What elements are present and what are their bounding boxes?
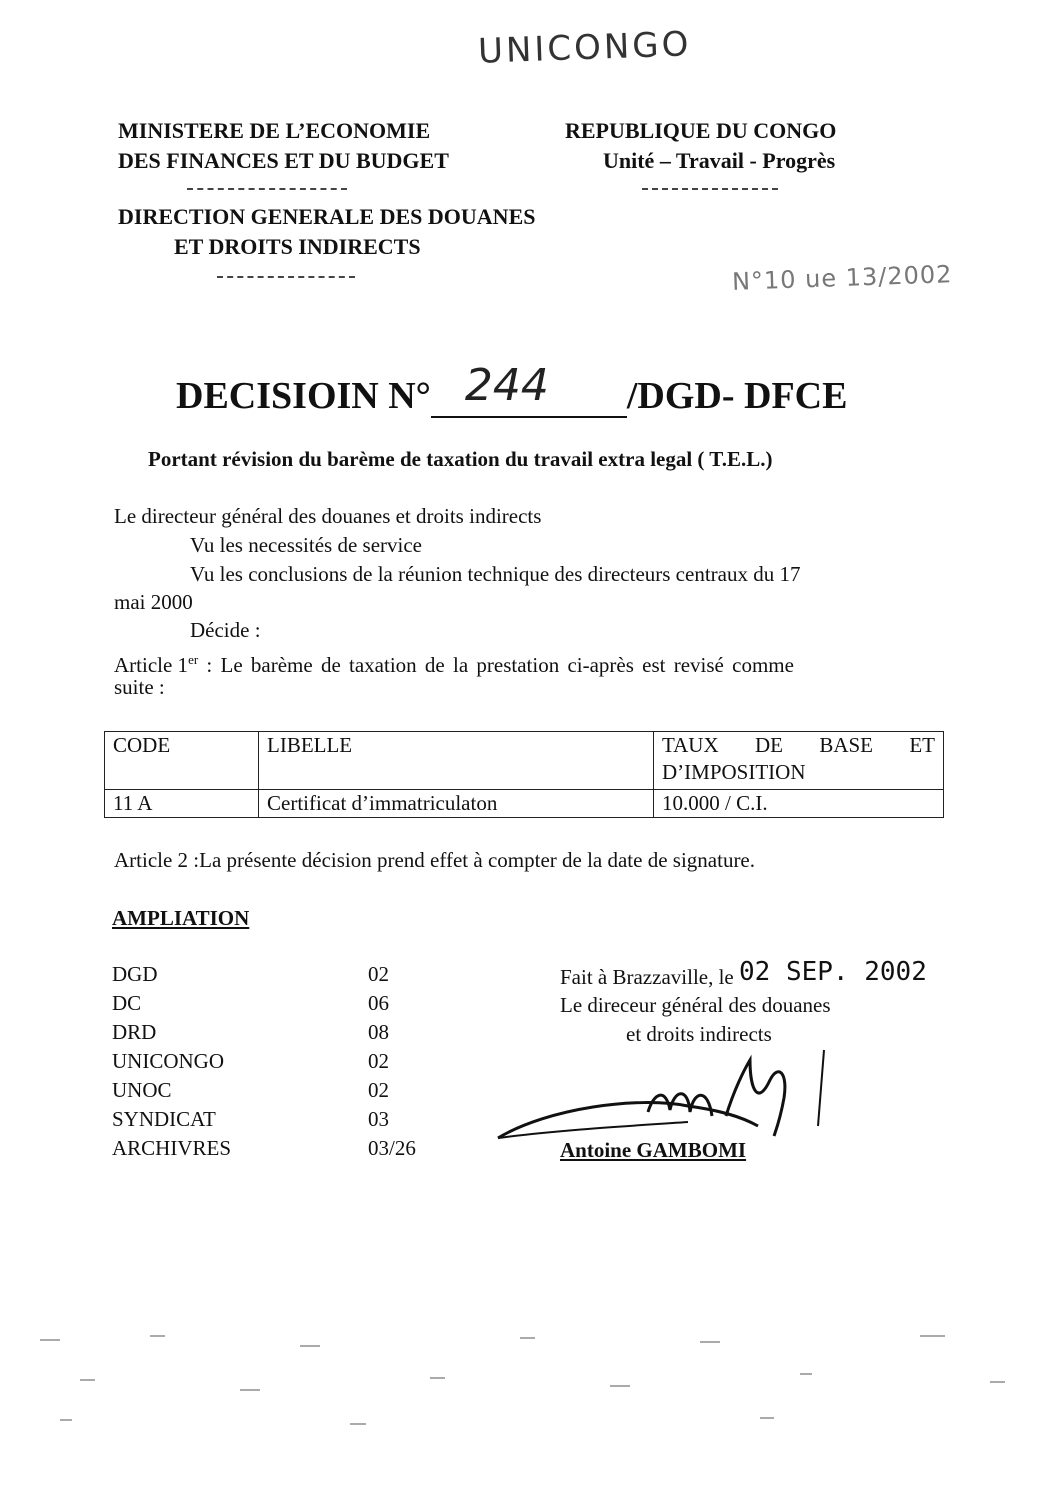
ministry-line-2: DES FINANCES ET DU BUDGET [118,148,449,173]
handwritten-note-top: UNICONGO [477,24,693,72]
table-row [105,790,944,818]
body-vu-date: mai 2000 [114,590,193,614]
table-header-row [105,732,944,790]
place-text: Fait à Brazzaville, le [560,965,734,989]
cell-libelle: Certificat d’immatriculaton [259,790,654,818]
list-item: UNICONGO 02 [112,1049,389,1073]
national-motto: Unité – Travail - Progrès [603,148,836,173]
decision-title [176,360,848,418]
ministry-header [118,116,449,176]
decision-prefix: DECISIOIN N° [176,375,431,417]
ampliation-title: AMPLIATION [112,906,250,930]
body-vu-conclusions: Vu les conclusions de la réunion technique des directeurs centraux du 17 [190,562,801,586]
decision-suffix: /DGD- DFCE [626,375,848,417]
republic-header [565,116,836,176]
direction-line-1: DIRECTION GENERALE DES DOUANES [118,204,536,229]
article-1-superscript: er [188,652,199,667]
cell-taux: 10.000 / C.I. [654,790,944,818]
decision-number: 244 [431,378,627,418]
scan-noise [0,1320,1058,1440]
article-1-text: : Le barème de taxation de la prestation ci-après est revisé comme [198,653,794,677]
article-1 [114,645,794,680]
handwritten-signature [488,1030,848,1150]
decision-subtitle: Portant révision du barème de taxation du travail extra legal ( T.E.L.) [148,447,773,471]
article-1-prefix: Article 1 [114,653,189,677]
list-item: SYNDICAT 03 [112,1107,389,1131]
ministry-line-1: MINISTERE DE L’ECONOMIE [118,118,431,143]
body-decide: Décide : [190,618,261,642]
body-vu-service: Vu les necessités de service [190,533,422,557]
direction-divider [217,276,355,278]
header-code: CODE [105,732,259,790]
signatory-title-1: Le direceur général des douanes [560,993,831,1017]
list-item: DGD 02 [112,962,389,986]
list-item: UNOC 02 [112,1078,389,1102]
rates-table [104,731,944,818]
cell-code: 11 A [105,790,259,818]
header-taux: TAUX DE BASE ET D’IMPOSITION [654,732,944,790]
signature-place [560,957,927,992]
country-name: REPUBLIQUE DU CONGO [565,118,837,143]
ministry-divider [187,188,347,190]
direction-line-2: ET DROITS INDIRECTS [174,234,421,259]
republic-divider [642,188,778,190]
list-item: DRD 08 [112,1020,389,1044]
handwritten-reference: N°10 ue 13/2002 [731,260,953,296]
article-2: Article 2 :La présente décision prend effet à compter de la date de signature. [114,848,756,872]
body-intro: Le directeur général des douanes et droits indirects [114,504,542,528]
list-item: ARCHIVRES 03/26 [112,1136,416,1160]
list-item: DC 06 [112,991,389,1015]
article-1-continuation: suite : [114,675,165,699]
header-libelle: LIBELLE [259,732,654,790]
direction-header [118,202,535,262]
signatory-name: Antoine GAMBOMI [560,1138,747,1162]
signatory-title-2: et droits indirects [626,1022,772,1046]
date-stamp: 02 SEP. 2002 [739,957,927,987]
